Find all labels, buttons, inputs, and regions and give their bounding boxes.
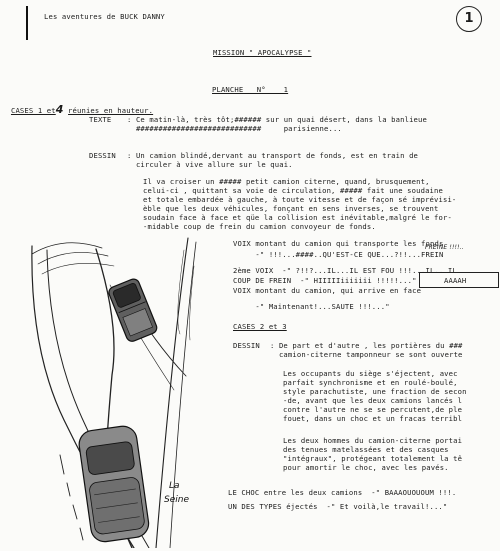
margin-line bbox=[26, 6, 28, 40]
dessin2-para-line: Les deux hommes du camion-citerne portai bbox=[283, 436, 463, 445]
cases-suffix: réunies en hauteur. bbox=[68, 106, 154, 115]
dessin-label: DESSIN bbox=[89, 151, 116, 160]
mission-title: MISSION " APOCALYPSE " bbox=[213, 48, 312, 57]
aaaah-text: AAAAH bbox=[444, 276, 467, 285]
sketch-stroke bbox=[73, 505, 77, 519]
cases-2-3-heading: CASES 2 et 3 bbox=[233, 322, 287, 331]
series-title: Les aventures de BUCK DANNY bbox=[44, 12, 165, 21]
dessin2-para-line: fouet, dans un choc et un fracas terribl bbox=[283, 414, 463, 423]
dessin2-label: DESSIN bbox=[233, 341, 260, 350]
dessin-para-line: èble que les deux véhicules, fonçant en sens inverses, se trouvent bbox=[143, 204, 439, 213]
texte-label: TEXTE bbox=[89, 115, 112, 124]
dessin2-para-line: style parachutiste, une fraction de secon bbox=[283, 387, 467, 396]
dessin2-para-line: "intégraux", protégeant totalement la tê bbox=[283, 454, 463, 463]
sketch-stroke bbox=[67, 483, 70, 496]
page-number-circle bbox=[456, 6, 482, 32]
dialogue-line: LE CHOC entre les deux camions -" BAAAOUOUOUM !!!. bbox=[228, 488, 457, 497]
dessin-line-1: : Un camion blindé,dervant au transport de fonds, est en train de bbox=[127, 151, 419, 160]
armored-truck bbox=[107, 277, 158, 343]
sketch-caption-la: La bbox=[169, 481, 180, 491]
cases-prefix: CASES 1 et bbox=[10, 106, 56, 115]
dialogue-line: COUP DE FREIN -" HIIIIIiiiiiii !!!!!..." bbox=[233, 276, 417, 285]
sketch-stroke bbox=[86, 441, 135, 475]
sketch-stroke bbox=[60, 455, 64, 474]
dessin-para-line: celui-ci , quittant sa voie de circulation, ##### fait une soudaine bbox=[143, 186, 443, 195]
dialogue-line: 2ème VOIX -" ?!!?...IL...IL EST FOU !!!...IL...IL. bbox=[233, 266, 462, 275]
dessin-para-line: et totale embardée à gauche, à toute vitesse et de façon sé imprévisi- bbox=[143, 195, 457, 204]
dessin-para-line: Il va croiser un ##### petit camion citerne, quand, brusquement, bbox=[143, 177, 430, 186]
collision-sketch bbox=[24, 230, 204, 548]
sketch-stroke bbox=[32, 243, 102, 254]
cases-1-4-heading bbox=[2, 96, 153, 115]
page-number: 1 bbox=[464, 11, 474, 26]
dessin2-line: camion-citerne tamponneur se sont ouverte bbox=[270, 350, 463, 359]
dessin2-para-line: pour amortir le choc, avec les pavés. bbox=[283, 463, 449, 472]
sketch-caption-seine: Seine bbox=[164, 495, 189, 505]
sketch-stroke bbox=[96, 249, 114, 456]
sketch-stroke bbox=[80, 528, 83, 540]
dialogue-line: VOIX montant du camion, qui arrive en face bbox=[233, 286, 422, 295]
dessin-para-line: soudain face à face et qüe la collision est inévitable,malgré le for- bbox=[143, 213, 452, 222]
dessin2-para-line: parfait synchronisme et en roulé-boulé, bbox=[283, 378, 458, 387]
texte-line-1: : Ce matin-là, très tôt;###### sur un quai désert, dans la banlieue bbox=[127, 115, 427, 124]
tanker-truck bbox=[77, 424, 150, 543]
dessin2-para-line: des tenues matelassées et des casques bbox=[283, 445, 449, 454]
dialogue-line: -" !!!...####..QU'EST-CE QUE...?!!...FREIN bbox=[233, 250, 444, 259]
planche-title: PLANCHE N° 1 bbox=[212, 85, 289, 94]
dialogue-line: UN DES TYPES éjectés -" Et voilà,le travail!..." bbox=[228, 502, 448, 511]
dessin-para-line: -midable coup de frein du camion convoyeur de fonds. bbox=[143, 222, 376, 231]
dessin2-para-line: Les occupants du siège s'éjectent, avec bbox=[283, 369, 458, 378]
dessin-line-2: circuler à vive allure sur le quai. bbox=[127, 160, 293, 169]
dessin2-para-line: -de, avant que les deux camions lancés l bbox=[283, 396, 463, 405]
dialogue-line: -" Maintenant!...SAUTE !!!..." bbox=[233, 302, 390, 311]
cases-number: 4 bbox=[55, 103, 64, 116]
texte-line-2: ############################ parisienne... bbox=[127, 124, 342, 133]
dialogue-line: VOIX montant du camion qui transporte les fonds bbox=[233, 239, 444, 248]
dessin2-para-line: contre l'autre ne se se percutent,de ple bbox=[283, 405, 463, 414]
handwritten-frein-note: FREINE !!!!.. bbox=[425, 244, 464, 251]
dessin2-line: : De part et d'autre , les portières du ### bbox=[270, 341, 463, 350]
